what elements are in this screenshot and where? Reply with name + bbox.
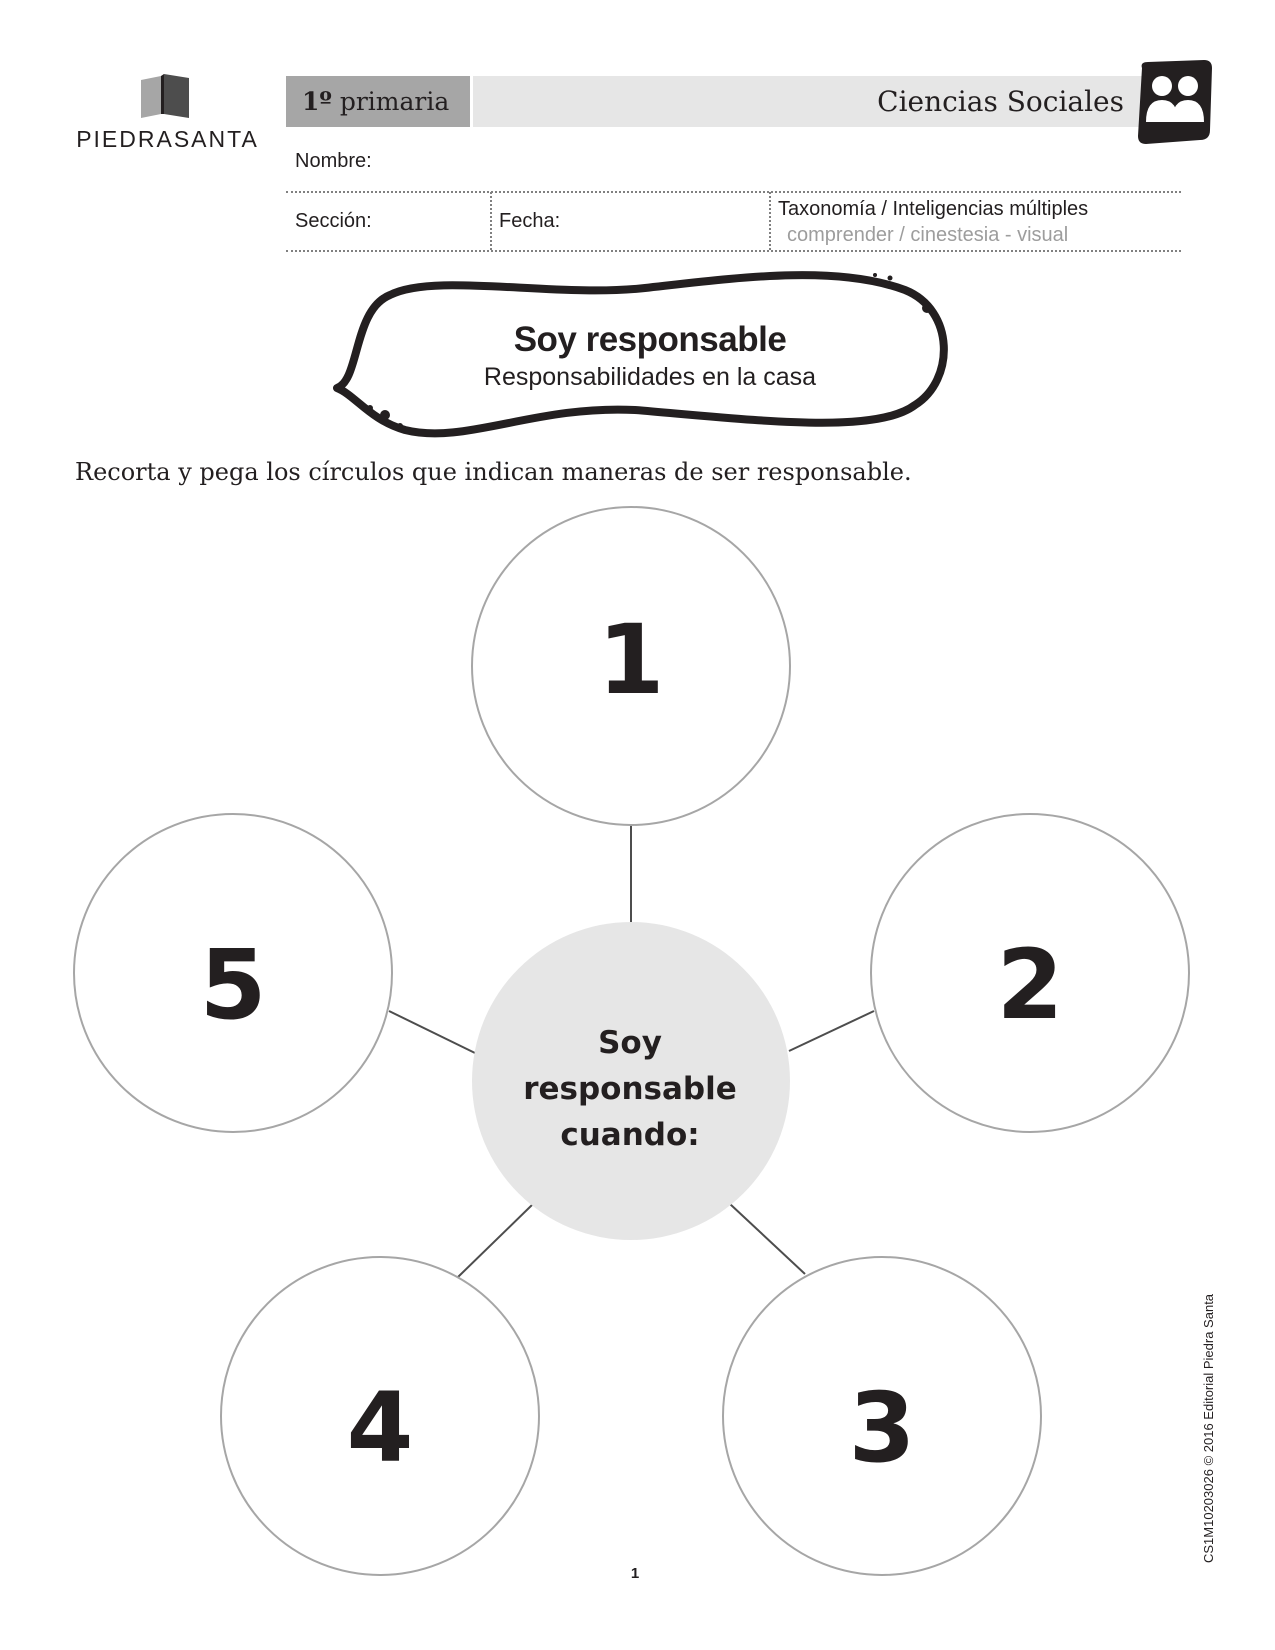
page-number: 1 (630, 1565, 640, 1582)
connector-line (458, 1204, 533, 1277)
connector-line (389, 1011, 475, 1053)
logo-text: PIEDRASANTA (76, 126, 259, 152)
taxonomy-value: comprender / cinestesia - visual (787, 224, 1069, 246)
connector-line (789, 1011, 874, 1051)
grade-number: 1º (302, 87, 332, 116)
copyright-code: CS1M10203026 © 2016 Editorial Piedra Santa (1201, 1293, 1216, 1563)
instruction-text: Recorta y pega los círculos que indican maneras de ser responsable. (75, 458, 912, 486)
grade-text: primaria (331, 87, 450, 116)
date-field-label: Fecha: (499, 210, 561, 232)
center-label-line: responsable (523, 1071, 737, 1107)
name-field-label: Nombre: (295, 150, 372, 172)
center-label (480, 1020, 780, 1158)
section-field-label: Sección: (295, 210, 372, 232)
page-title: Soy responsable (513, 320, 787, 359)
taxonomy-label: Taxonomía / Inteligencias múltiples (778, 198, 1089, 220)
center-label-line: Soy (598, 1025, 662, 1061)
circle-number-2: 2 (996, 929, 1064, 1041)
circle-number-3: 3 (848, 1372, 916, 1484)
page-subtitle: Responsabilidades en la casa (483, 363, 817, 391)
circle-number-5: 5 (199, 929, 267, 1041)
connector-line (730, 1204, 805, 1274)
circle-number-1: 1 (597, 604, 665, 716)
center-label-line: cuando: (560, 1117, 700, 1153)
subject-title: Ciencias Sociales (473, 76, 1146, 127)
circle-number-4: 4 (346, 1372, 414, 1484)
